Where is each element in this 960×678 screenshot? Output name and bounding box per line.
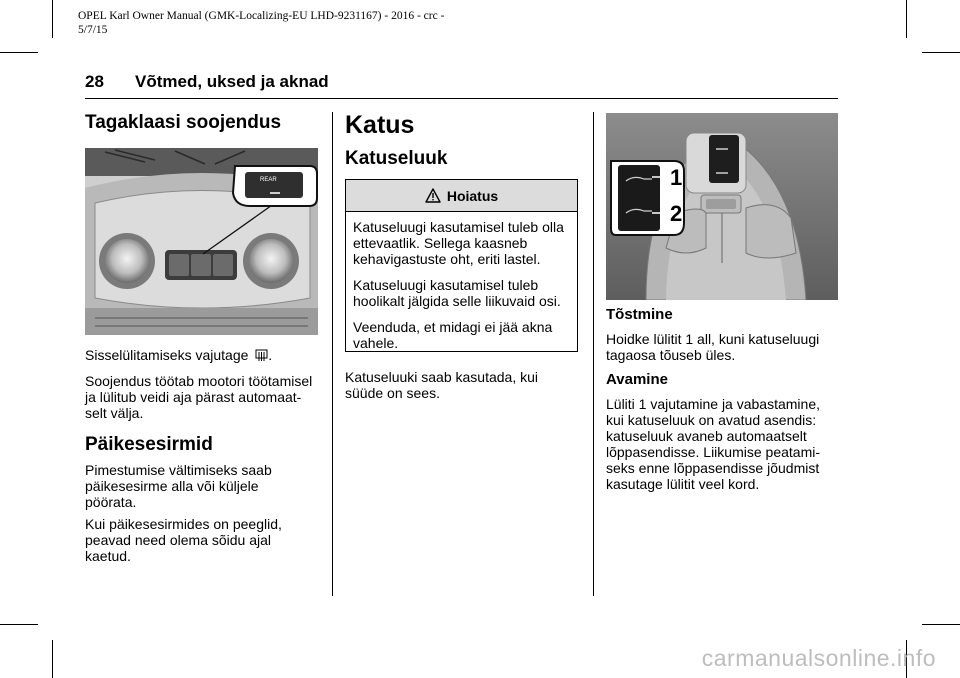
warning-para-1 (353, 219, 570, 267)
text-line: Kui päikesesirmides on peeglid, (85, 516, 282, 532)
text-line: hoolikalt jälgida selle liikuvaid osi. (353, 293, 561, 309)
middle-para (345, 369, 585, 401)
text-line: lõppasendisse. Liikumise peatami- (606, 444, 820, 460)
left-para-1-end: . (268, 347, 273, 363)
column-divider (593, 112, 594, 596)
text-line: Hoidke lülitit 1 all, kuni katuseluugi (606, 331, 820, 347)
text-line: peavad need olema sõidu ajal (85, 532, 272, 548)
left-para-3 (85, 462, 325, 510)
warning-header (346, 180, 577, 212)
text-line: Soojendus töötab mootori töötamisel (85, 373, 313, 389)
page-number: 28 (85, 72, 104, 91)
left-para-1 (85, 347, 325, 365)
callout-2: 2 (670, 201, 683, 226)
text-line: ettevaatlik. Sellega kaasneb (353, 235, 528, 251)
section-heading-sun-visors: Päikesesirmid (85, 434, 213, 455)
text-line: kui katuseluuk on avatud asendis: (606, 412, 817, 428)
text-line: päikesesirme alla või küljele (85, 478, 259, 494)
text-line: süüde on sees. (345, 385, 440, 401)
text-line: Katuseluugi kasutamisel tuleb (353, 277, 539, 293)
left-para-4 (85, 516, 325, 564)
right-para-1 (606, 331, 846, 363)
crop-mark (0, 624, 38, 625)
text-line: kasutage lülitit veel kord. (606, 476, 760, 492)
text-line: ja lülitub veidi aja pärast automaat- (85, 389, 302, 405)
right-para-2 (606, 396, 846, 492)
crop-mark (52, 640, 53, 678)
text-line: tagaosa tõuseb üles. (606, 347, 736, 363)
manual-header-line2: 5/7/15 (78, 24, 108, 36)
dashboard-illustration (85, 148, 318, 335)
text-line: kehavigastuste oht, eriti lastel. (353, 251, 541, 267)
chapter-title: Võtmed, uksed ja aknad (135, 72, 329, 91)
sunroof-switch-illustration (606, 113, 838, 300)
rear-button-label: REAR (260, 177, 277, 183)
crop-mark (52, 0, 53, 38)
text-line: Katuseluugi kasutamisel tuleb olla (353, 219, 564, 235)
left-heading-wrap (85, 112, 281, 134)
crop-mark (0, 52, 38, 53)
crop-mark (906, 0, 907, 38)
callout-1: 1 (670, 165, 683, 190)
text-line: selt välja. (85, 405, 144, 421)
warning-box (345, 179, 578, 352)
text-line: pöörata. (85, 494, 137, 510)
warning-para-3 (353, 319, 570, 351)
column-divider (332, 112, 333, 596)
warning-title: Hoiatus (446, 187, 499, 204)
manual-header-line1: OPEL Karl Owner Manual (GMK-Localizing-EU LHD-9231167) - 2016 - crc - (78, 10, 445, 22)
section-heading-rear-defrost: Tagaklaasi soojendus (85, 112, 282, 133)
section-heading-sunroof: Katuseluuk (345, 148, 448, 169)
text-line: Veenduda, et midagi ei jää akna (353, 319, 553, 335)
manual-header (78, 9, 444, 37)
watermark: carmanualsonline.info (701, 645, 936, 671)
header-rule (85, 98, 838, 99)
sub-heading-open: Avamine (606, 371, 668, 388)
text-line: Pimestumise vältimiseks saab (85, 462, 272, 478)
rear-defrost-icon (255, 349, 268, 365)
text-line: seks enne lõppasendisse jõudmist (606, 460, 820, 476)
warning-para-2 (353, 277, 570, 309)
section-heading-roof: Katus (345, 111, 415, 139)
sunroof-switch-figure (606, 113, 838, 300)
left-para-1-text: Sisselülitamiseks vajutage (85, 347, 249, 363)
left-para-2 (85, 373, 325, 421)
crop-mark (922, 624, 960, 625)
text-line: Lüliti 1 vajutamine ja vabastamine, (606, 396, 821, 412)
text-line: kaetud. (85, 548, 131, 564)
text-line: vahele. (353, 335, 399, 351)
sub-heading-tilt: Tõstmine (606, 306, 673, 323)
text-line: katuseluuk avaneb automaatselt (606, 428, 807, 444)
text-line: Katuseluuki saab kasutada, kui (345, 369, 539, 385)
warning-triangle-icon (425, 188, 441, 203)
dashboard-figure (85, 148, 318, 335)
crop-mark (922, 52, 960, 53)
